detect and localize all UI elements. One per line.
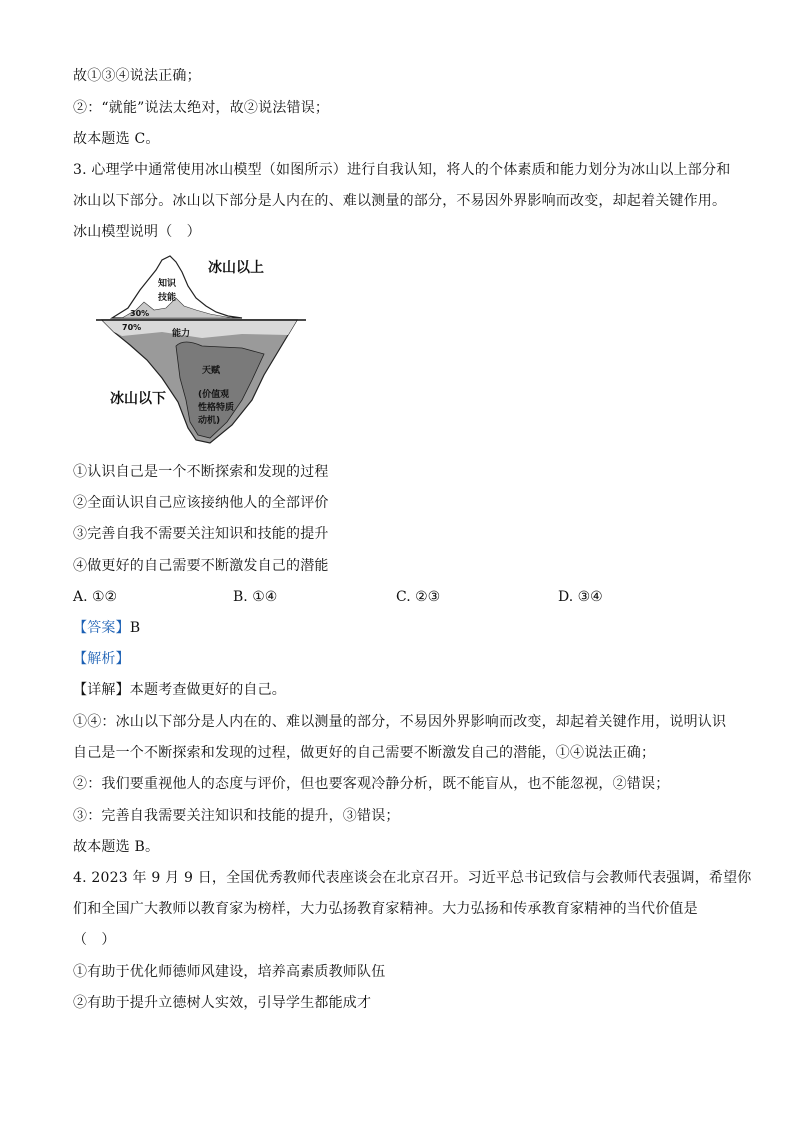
label-30-percent: 30% [130, 309, 150, 318]
q4-statement-2: ②有助于提升立德树人实效，引导学生都能成才 [73, 995, 372, 1011]
question-4-stem: 4. 2023 年 9 月 9 日，全国优秀教师代表座谈会在北京召开。习近平总书记致信与会教师代表强调，希望你 [73, 870, 752, 886]
label-ability: 能力 [172, 329, 191, 339]
question-3-stem: 冰山以下部分。冰山以下部分是人内在的、难以测量的部分，不易因外界影响而改变，却起着关键作用。 [73, 193, 727, 209]
answer-line [73, 618, 140, 638]
question-4-stem: （ ） [73, 932, 116, 948]
answer-tag: 【答案】 [73, 620, 130, 636]
label-traits: 性格特质 [198, 403, 235, 413]
iceberg-diagram [92, 250, 312, 450]
label-talent: 天赋 [202, 366, 221, 376]
label-below: 冰山以下 [110, 391, 166, 407]
conclusion-line: 故本题选 B。 [73, 839, 160, 855]
option-a: A. ①② [73, 589, 118, 605]
answer-value: B [129, 620, 141, 636]
analysis-tag: 【解析】 [73, 651, 130, 667]
explanation-line: ③：完善自我需要关注知识和技能的提升，③错误； [73, 808, 400, 824]
label-knowledge: 知识 [158, 279, 177, 289]
iceberg-figure [92, 250, 312, 450]
statement-2: ②全面认识自己应该接纳他人的全部评价 [73, 495, 329, 511]
label-values: (价值观 [198, 390, 230, 400]
label-above: 冰山以上 [208, 260, 264, 276]
explanation-line: ①④：冰山以下部分是人内在的、难以测量的部分，不易因外界影响而改变，却起着关键作用，说明认识 [73, 714, 727, 730]
statement-4: ④做更好的自己需要不断激发自己的潜能 [73, 558, 329, 574]
option-c: C. ②③ [396, 589, 441, 605]
text-line: 故本题选 C。 [73, 131, 160, 147]
q4-statement-1: ①有助于优化师德师风建设，培养高素质教师队伍 [73, 964, 386, 980]
question-4-stem: 们和全国广大教师以教育家为榜样，大力弘扬教育家精神。大力弘扬和传承教育家精神的当代价值是 [73, 901, 698, 917]
text-line: ②：“就能”说法太绝对，故②说法错误； [73, 100, 330, 116]
option-b: B. ①④ [233, 589, 278, 605]
label-motive: 动机) [198, 416, 221, 426]
question-3-stem: 3. 心理学中通常使用冰山模型（如图所示）进行自我认知，将人的个体素质和能力划分为冰山以上部分和 [73, 162, 731, 178]
label-skill: 技能 [158, 293, 177, 303]
option-d: D. ③④ [558, 589, 603, 605]
explanation-line: 自己是一个不断探索和发现的过程，做更好的自己需要不断激发自己的潜能，①④说法正确； [73, 745, 656, 761]
label-70-percent: 70% [122, 323, 142, 332]
explanation-line: ②：我们要重视他人的态度与评价，但也要客观冷静分析，既不能盲从，也不能忽视，②错误； [73, 776, 670, 792]
detail-line: 【详解】本题考查做更好的自己。 [73, 682, 286, 698]
statement-3: ③完善自我不需要关注知识和技能的提升 [73, 526, 329, 542]
question-3-stem: 冰山模型说明（ ） [73, 224, 201, 240]
text-line: 故①③④说法正确； [73, 68, 201, 84]
statement-1: ①认识自己是一个不断探索和发现的过程 [73, 464, 329, 480]
